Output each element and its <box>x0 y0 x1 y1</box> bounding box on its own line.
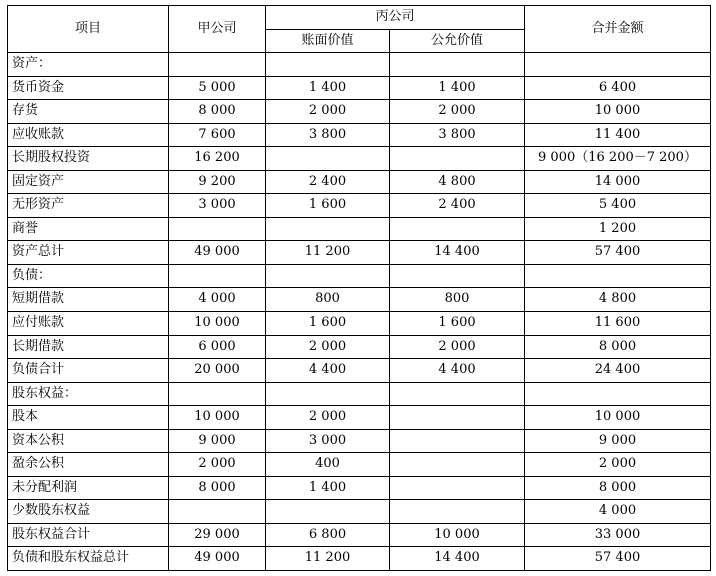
row-book-value-cell: 1 400 <box>266 476 390 500</box>
table-row <box>8 406 711 430</box>
row-book-value-cell: 4 400 <box>266 359 390 383</box>
row-fair-value-cell: 3 800 <box>390 123 525 147</box>
row-book-value-cell <box>266 217 390 241</box>
table-row <box>8 76 711 100</box>
row-company-a-cell <box>169 500 266 524</box>
row-fair-value-cell <box>390 476 525 500</box>
row-consolidated-cell: 57 400 <box>525 547 711 571</box>
row-company-a-cell: 6 000 <box>169 335 266 359</box>
row-fair-value-cell: 800 <box>390 288 525 312</box>
row-company-a-cell: 5 000 <box>169 76 266 100</box>
row-book-value-cell: 1 600 <box>266 194 390 218</box>
row-consolidated-cell: 11 400 <box>525 123 711 147</box>
row-consolidated-cell: 57 400 <box>525 241 711 265</box>
row-consolidated-cell: 4 000 <box>525 500 711 524</box>
table-row <box>8 123 711 147</box>
row-consolidated-cell: 14 000 <box>525 170 711 194</box>
row-fair-value-cell: 1 600 <box>390 312 525 336</box>
row-item-cell: 少数股东权益 <box>8 500 169 524</box>
row-book-value-cell: 11 200 <box>266 241 390 265</box>
header-consolidated: 合并金额 <box>525 6 711 53</box>
row-fair-value-cell: 14 400 <box>390 547 525 571</box>
row-item-cell: 负债和股东权益总计 <box>8 547 169 571</box>
row-book-value-cell: 2 400 <box>266 170 390 194</box>
row-fair-value-cell: 2 400 <box>390 194 525 218</box>
row-consolidated-cell: 4 800 <box>525 288 711 312</box>
row-item-cell: 长期股权投资 <box>8 147 169 171</box>
row-fair-value-cell <box>390 147 525 171</box>
row-book-value-cell <box>266 264 390 288</box>
table-row <box>8 241 711 265</box>
header-book-value: 账面价值 <box>266 29 390 53</box>
row-company-a-cell: 16 200 <box>169 147 266 171</box>
row-fair-value-cell: 2 000 <box>390 335 525 359</box>
row-company-a-cell: 9 200 <box>169 170 266 194</box>
row-consolidated-cell: 6 400 <box>525 76 711 100</box>
header-fair-value: 公允价值 <box>390 29 525 53</box>
row-item-cell: 商誉 <box>8 217 169 241</box>
row-company-a-cell: 20 000 <box>169 359 266 383</box>
row-consolidated-cell: 1 200 <box>525 217 711 241</box>
row-consolidated-cell <box>525 382 711 406</box>
row-book-value-cell: 3 000 <box>266 429 390 453</box>
row-consolidated-cell: 8 000 <box>525 476 711 500</box>
row-consolidated-cell: 33 000 <box>525 523 711 547</box>
row-consolidated-cell: 2 000 <box>525 453 711 477</box>
row-consolidated-cell: 24 400 <box>525 359 711 383</box>
row-fair-value-cell: 14 400 <box>390 241 525 265</box>
row-fair-value-cell <box>390 217 525 241</box>
row-item-cell: 货币资金 <box>8 76 169 100</box>
row-company-a-cell <box>169 264 266 288</box>
row-fair-value-cell <box>390 429 525 453</box>
row-item-cell: 股东权益合计 <box>8 523 169 547</box>
row-item-cell: 资产总计 <box>8 241 169 265</box>
row-book-value-cell <box>266 500 390 524</box>
row-fair-value-cell <box>390 406 525 430</box>
row-fair-value-cell: 4 800 <box>390 170 525 194</box>
row-book-value-cell: 2 000 <box>266 335 390 359</box>
row-company-a-cell: 8 000 <box>169 100 266 124</box>
row-book-value-cell: 6 800 <box>266 523 390 547</box>
row-item-cell: 应付账款 <box>8 312 169 336</box>
row-book-value-cell: 2 000 <box>266 406 390 430</box>
table-row <box>8 194 711 218</box>
row-book-value-cell: 3 800 <box>266 123 390 147</box>
row-company-a-cell <box>169 53 266 77</box>
row-company-a-cell <box>169 217 266 241</box>
table-row <box>8 453 711 477</box>
row-consolidated-cell: 9 000（16 200－7 200） <box>525 147 711 171</box>
row-item-cell: 资产： <box>8 53 169 77</box>
row-book-value-cell <box>266 147 390 171</box>
row-item-cell: 存货 <box>8 100 169 124</box>
row-book-value-cell: 800 <box>266 288 390 312</box>
row-fair-value-cell <box>390 382 525 406</box>
row-item-cell: 应收账款 <box>8 123 169 147</box>
row-consolidated-cell: 5 400 <box>525 194 711 218</box>
table-row <box>8 476 711 500</box>
table-row <box>8 170 711 194</box>
row-item-cell: 负债： <box>8 264 169 288</box>
table-row <box>8 335 711 359</box>
row-item-cell: 股东权益： <box>8 382 169 406</box>
row-fair-value-cell <box>390 453 525 477</box>
row-book-value-cell <box>266 382 390 406</box>
table-row <box>8 429 711 453</box>
table-row <box>8 500 711 524</box>
row-company-a-cell: 9 000 <box>169 429 266 453</box>
row-book-value-cell <box>266 53 390 77</box>
row-consolidated-cell: 10 000 <box>525 100 711 124</box>
table-row <box>8 288 711 312</box>
row-fair-value-cell: 4 400 <box>390 359 525 383</box>
row-fair-value-cell <box>390 264 525 288</box>
table-row <box>8 359 711 383</box>
row-book-value-cell: 2 000 <box>266 100 390 124</box>
row-company-a-cell: 3 000 <box>169 194 266 218</box>
row-book-value-cell: 1 600 <box>266 312 390 336</box>
consolidation-table <box>7 5 711 571</box>
row-consolidated-cell: 9 000 <box>525 429 711 453</box>
table-row <box>8 312 711 336</box>
table-row <box>8 53 711 77</box>
row-company-a-cell: 2 000 <box>169 453 266 477</box>
row-book-value-cell: 400 <box>266 453 390 477</box>
row-item-cell: 长期借款 <box>8 335 169 359</box>
row-fair-value-cell: 2 000 <box>390 100 525 124</box>
header-company-c: 丙公司 <box>266 6 525 30</box>
row-company-a-cell <box>169 382 266 406</box>
row-company-a-cell: 4 000 <box>169 288 266 312</box>
row-item-cell: 盈余公积 <box>8 453 169 477</box>
row-company-a-cell: 49 000 <box>169 547 266 571</box>
table-row <box>8 547 711 571</box>
row-item-cell: 负债合计 <box>8 359 169 383</box>
row-consolidated-cell: 10 000 <box>525 406 711 430</box>
table-row <box>8 100 711 124</box>
row-consolidated-cell: 11 600 <box>525 312 711 336</box>
row-item-cell: 短期借款 <box>8 288 169 312</box>
row-item-cell: 无形资产 <box>8 194 169 218</box>
row-item-cell: 资本公积 <box>8 429 169 453</box>
row-company-a-cell: 7 600 <box>169 123 266 147</box>
row-fair-value-cell <box>390 53 525 77</box>
table-row <box>8 382 711 406</box>
row-company-a-cell: 29 000 <box>169 523 266 547</box>
row-consolidated-cell <box>525 53 711 77</box>
row-fair-value-cell <box>390 500 525 524</box>
row-consolidated-cell <box>525 264 711 288</box>
row-fair-value-cell: 1 400 <box>390 76 525 100</box>
row-item-cell: 未分配利润 <box>8 476 169 500</box>
row-company-a-cell: 49 000 <box>169 241 266 265</box>
header-company-a: 甲公司 <box>169 6 266 53</box>
row-item-cell: 股本 <box>8 406 169 430</box>
row-consolidated-cell: 8 000 <box>525 335 711 359</box>
row-book-value-cell: 11 200 <box>266 547 390 571</box>
row-item-cell: 固定资产 <box>8 170 169 194</box>
row-fair-value-cell: 10 000 <box>390 523 525 547</box>
table-row <box>8 264 711 288</box>
table-row <box>8 523 711 547</box>
row-company-a-cell: 10 000 <box>169 312 266 336</box>
table-row <box>8 147 711 171</box>
row-company-a-cell: 10 000 <box>169 406 266 430</box>
table-row <box>8 217 711 241</box>
row-company-a-cell: 8 000 <box>169 476 266 500</box>
header-item: 项目 <box>8 6 169 53</box>
row-book-value-cell: 1 400 <box>266 76 390 100</box>
